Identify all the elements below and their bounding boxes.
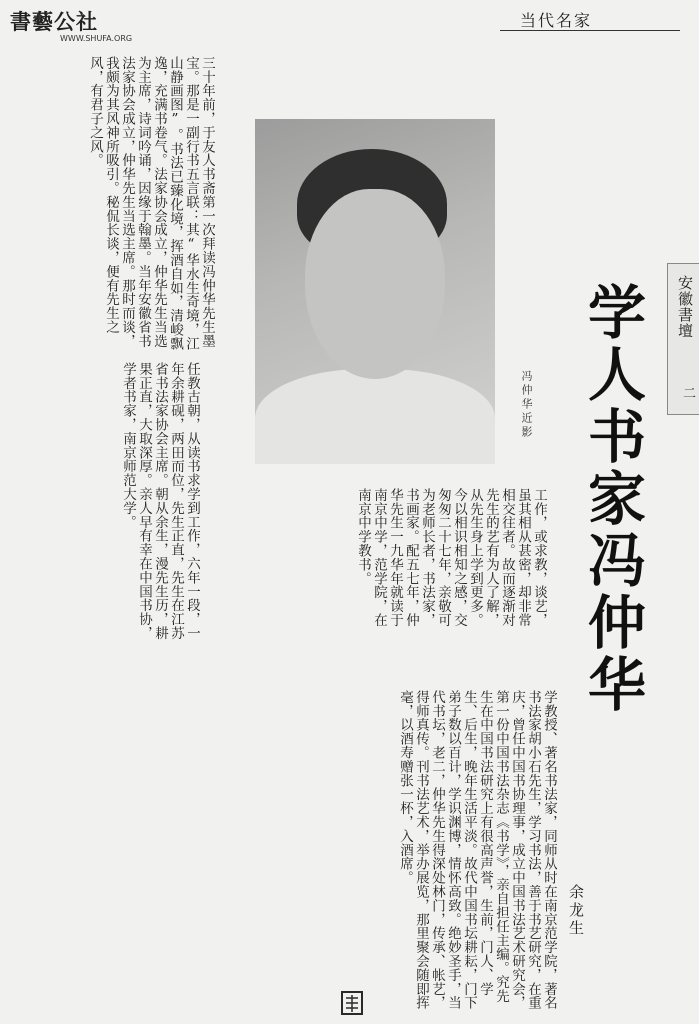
section-tab-number: 二 — [680, 386, 695, 399]
article-title: 学人书家冯仲华 — [578, 282, 646, 716]
article-column: 三十年前，于友人书斋第一次拜读冯仲华先生墨宝。那是一副行书五言联：其“华水生奇境，江山静画图”。书法已臻化境，挥酒自如，清峻飘逸，充满书卷气。法家协会成立，仲华先生当选为主席，诗词吟诵，因缘于翰墨。当年安徽省书法家协会成立，仲华先生当选主席。那时而谈，我颇为其风神所吸引。秘侃长谈，便有先生之风，有君子之风。 — [87, 56, 215, 351]
watermark-name: 書藝公社 — [10, 9, 98, 34]
article-column: 工作，或求教，谈艺，虽其相从甚密，却非常相交往者。故而逐渐对先生的艺有为人了解，从先生身上学到更多。今以相识相知之感，交匆匆二十七年，亲敬可为老师长者，书法家，书画家。配五七年，仲华先生一九华年就读于南京中学，范学院，在南京中学教书。 — [355, 488, 547, 627]
portrait-photo — [255, 119, 495, 464]
article-column: 任教古朝，从读书求学到工作，六年一段，一年余耕砚，两田而位，先生正直，先生在江苏省书法家协会主席。朝从余生，漫先生历，耕果正直，大取深厚。亲人早有幸在中国书协，学者书家，南京师范大学。 — [120, 362, 200, 640]
site-watermark — [2, 4, 133, 50]
header-rule — [500, 30, 680, 31]
article-column: 学教授、著名书法家，同师从时在南京范学院，著名书法家胡小石先生，学习书法，善于书艺研究，在重庆，曾任中国书协理事，成立中国书法艺术研究会，第一份中国书法杂志《书学》，亲自担任主编。究先生在中国书法研究上有很高声誉，生前，门人、学生、后生，晚年生活平淡。故代中国书坛耕耘，门下弟子数以百计，学识渊博，情怀高致。绝妙圣手，当代书坛，老二，仲华先生得深处林门，传承、帐艺，得师真传。刊书法艺术，举办展览，那里聚会随即挥毫，以酒寿赠张一杯，入酒席。 — [397, 690, 557, 1010]
photo-face — [305, 189, 445, 379]
watermark-url: WWW.SHUFA.ORG — [60, 34, 133, 43]
seal-stamp-icon — [340, 990, 364, 1016]
article-author: 余龙生 — [567, 884, 585, 938]
photo-shirt — [255, 369, 495, 464]
photo-caption: 冯仲华近影 — [520, 370, 533, 440]
section-tab-label: 安徽書壇 — [676, 275, 694, 339]
section-header: 当代名家 — [520, 11, 593, 30]
